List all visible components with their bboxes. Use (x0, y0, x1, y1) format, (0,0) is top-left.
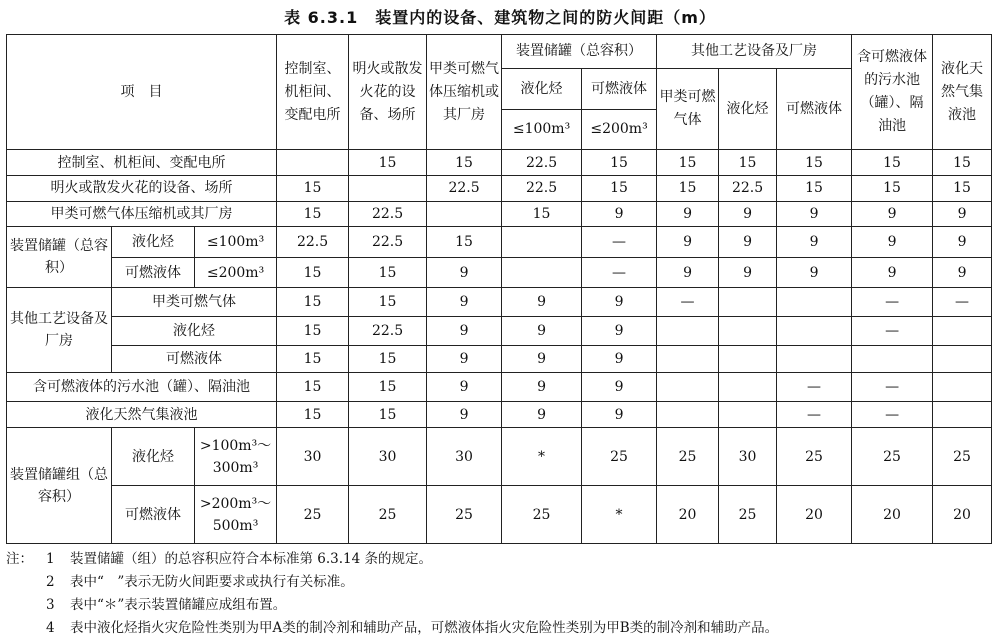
cell: 15 (852, 150, 933, 176)
cell (349, 176, 427, 202)
cell (933, 317, 992, 346)
cell: 30 (277, 428, 349, 486)
cell: 9 (427, 346, 502, 373)
note-text: 装置储罐（组）的总容积应符合本标准第 6.3.14 条的规定。 (70, 551, 433, 567)
cell: 15 (582, 150, 657, 176)
cell (502, 258, 582, 288)
header-row (7, 35, 992, 69)
cell (777, 288, 852, 317)
header-other-class-a-gas: 甲类可燃气体 (657, 69, 719, 150)
header-other-liquid: 可燃液体 (777, 69, 852, 150)
cell: 15 (277, 288, 349, 317)
table-row (7, 401, 992, 428)
note-number: 4 (46, 620, 55, 636)
cell: 9 (582, 201, 657, 227)
cell: 25 (582, 428, 657, 486)
table-row (7, 486, 992, 544)
cell (657, 401, 719, 428)
table-title: 表 6.3.1 装置内的设备、建筑物之间的防火间距（m） (284, 8, 716, 27)
cell: 20 (777, 486, 852, 544)
cell: 20 (933, 486, 992, 544)
cell (719, 401, 777, 428)
cell: 15 (719, 150, 777, 176)
cell (777, 346, 852, 373)
cell: 25 (277, 486, 349, 544)
row-sublabel: 甲类可燃气体 (112, 288, 277, 317)
cell: — (852, 288, 933, 317)
row-sublabel: 可燃液体 (112, 486, 195, 544)
table-row (7, 346, 992, 373)
note-item (6, 548, 996, 571)
table-row (7, 288, 992, 317)
cell: 22.5 (349, 201, 427, 227)
cell: 15 (277, 176, 349, 202)
cell: 9 (582, 401, 657, 428)
cell: 30 (349, 428, 427, 486)
cell: 9 (502, 372, 582, 401)
cell: 15 (277, 317, 349, 346)
header-other-equipment: 其他工艺设备及厂房 (657, 35, 852, 69)
table-row (7, 428, 992, 486)
notes (6, 548, 996, 640)
cell: — (933, 288, 992, 317)
cell: 15 (852, 176, 933, 202)
header-item: 项 目 (7, 35, 277, 150)
cell: — (852, 401, 933, 428)
notes-label: 注： (6, 551, 33, 567)
cell: 9 (777, 258, 852, 288)
table-row (7, 150, 992, 176)
note-item (6, 571, 996, 594)
cell (719, 317, 777, 346)
cell (657, 372, 719, 401)
cell: 9 (719, 258, 777, 288)
cell: 9 (427, 317, 502, 346)
note-number: 1 (46, 551, 55, 567)
cell: 22.5 (427, 176, 502, 202)
header-sewage: 含可燃液体的污水池（罐）、隔油池 (852, 35, 933, 150)
row-sublabel: >200m³～500m³ (195, 486, 277, 544)
cell: 15 (277, 346, 349, 373)
table-row (7, 227, 992, 258)
cell (502, 227, 582, 258)
cell: 15 (502, 201, 582, 227)
table-row (7, 201, 992, 227)
cell: 25 (933, 428, 992, 486)
cell: 15 (933, 176, 992, 202)
cell (852, 346, 933, 373)
cell: 9 (502, 346, 582, 373)
cell: 15 (582, 176, 657, 202)
cell: 25 (502, 486, 582, 544)
cell: 9 (657, 201, 719, 227)
cell: 9 (933, 227, 992, 258)
cell: — (777, 372, 852, 401)
note-item (6, 617, 996, 640)
cell: 22.5 (719, 176, 777, 202)
cell: 15 (777, 176, 852, 202)
table-row (7, 176, 992, 202)
cell: 15 (657, 176, 719, 202)
cell: * (582, 486, 657, 544)
header-control-room: 控制室、机柜间、变配电所 (277, 35, 349, 150)
row-label: 控制室、机柜间、变配电所 (7, 150, 277, 176)
cell: 9 (427, 401, 502, 428)
header-class-a-gas: 甲类可燃气体压缩机或其厂房 (427, 35, 502, 150)
header-tank-group: 装置储罐（总容积） (502, 35, 657, 69)
cell: 15 (349, 372, 427, 401)
cell: 15 (277, 201, 349, 227)
fire-distance-table (6, 34, 992, 544)
cell: 20 (852, 486, 933, 544)
note-text: 表中液化烃指火灾危险性类别为甲A类的制冷剂和辅助产品，可燃液体指火灾危险性类别为甲B类的制冷剂和辅助产品。 (70, 620, 779, 636)
cell: 9 (502, 401, 582, 428)
cell: * (502, 428, 582, 486)
cell: 9 (933, 201, 992, 227)
cell: 9 (427, 258, 502, 288)
row-label: 含可燃液体的污水池（罐）、隔油池 (7, 372, 277, 401)
cell: 15 (277, 401, 349, 428)
cell: — (657, 288, 719, 317)
cell (277, 150, 349, 176)
row-sublabel: >100m³～300m³ (195, 428, 277, 486)
table-row (7, 317, 992, 346)
cell: 15 (277, 258, 349, 288)
cell: 15 (349, 346, 427, 373)
cell: — (852, 317, 933, 346)
note-text: 表中“ ”表示无防火间距要求或执行有关标准。 (70, 574, 354, 590)
table-row (7, 372, 992, 401)
cell: 22.5 (502, 176, 582, 202)
cell: 9 (852, 258, 933, 288)
row-sublabel: 液化烃 (112, 428, 195, 486)
cell: 9 (582, 346, 657, 373)
cell: 30 (427, 428, 502, 486)
cell: 25 (657, 428, 719, 486)
cell (719, 346, 777, 373)
row-sublabel: ≤200m³ (195, 258, 277, 288)
note-number: 2 (46, 574, 55, 590)
cell: 15 (427, 150, 502, 176)
header-lpg: 液化烃 (502, 69, 582, 110)
cell (933, 346, 992, 373)
cell (933, 401, 992, 428)
cell: 25 (852, 428, 933, 486)
cell: 15 (349, 258, 427, 288)
cell: 15 (349, 150, 427, 176)
row-group-label: 装置储罐（总容积） (7, 227, 112, 288)
cell: 25 (777, 428, 852, 486)
cell (427, 201, 502, 227)
cell: 9 (582, 372, 657, 401)
cell: 15 (277, 372, 349, 401)
row-sublabel: 可燃液体 (112, 258, 195, 288)
row-sublabel: 可燃液体 (112, 346, 277, 373)
cell: 22.5 (502, 150, 582, 176)
header-open-fire: 明火或散发火花的设备、场所 (349, 35, 427, 150)
cell: 15 (427, 227, 502, 258)
note-text: 表中“＊”表示装置储罐应成组布置。 (70, 597, 287, 613)
cell: 22.5 (349, 317, 427, 346)
cell (657, 346, 719, 373)
cell: 15 (777, 150, 852, 176)
note-number: 3 (46, 597, 55, 613)
cell: 9 (852, 201, 933, 227)
cell: 9 (657, 227, 719, 258)
cell (933, 372, 992, 401)
row-label: 液化天然气集液池 (7, 401, 277, 428)
cell: 22.5 (277, 227, 349, 258)
cell: 9 (719, 227, 777, 258)
cell: 9 (657, 258, 719, 288)
row-sublabel: 液化烃 (112, 317, 277, 346)
cell: 15 (933, 150, 992, 176)
cell: 15 (349, 288, 427, 317)
cell: 9 (427, 288, 502, 317)
cell: 20 (657, 486, 719, 544)
cell: 30 (719, 428, 777, 486)
row-group-label: 其他工艺设备及厂房 (7, 288, 112, 372)
header-other-lpg: 液化烃 (719, 69, 777, 150)
row-label: 甲类可燃气体压缩机或其厂房 (7, 201, 277, 227)
cell: 9 (502, 288, 582, 317)
cell: 25 (349, 486, 427, 544)
cell: 9 (777, 201, 852, 227)
cell: 9 (582, 317, 657, 346)
cell: 15 (349, 401, 427, 428)
cell: 9 (933, 258, 992, 288)
note-item (6, 594, 996, 617)
table-row (7, 258, 992, 288)
cell: 9 (719, 201, 777, 227)
row-sublabel: ≤100m³ (195, 227, 277, 258)
cell: — (852, 372, 933, 401)
cell: 25 (719, 486, 777, 544)
cell: — (582, 258, 657, 288)
row-label: 明火或散发火花的设备、场所 (7, 176, 277, 202)
header-lpg-volume: ≤100m³ (502, 109, 582, 150)
cell: 9 (582, 288, 657, 317)
cell: 9 (777, 227, 852, 258)
header-flammable-liquid: 可燃液体 (582, 69, 657, 110)
cell (719, 372, 777, 401)
cell: 15 (657, 150, 719, 176)
cell: 25 (427, 486, 502, 544)
cell: 9 (502, 317, 582, 346)
cell (719, 288, 777, 317)
cell: 22.5 (349, 227, 427, 258)
cell: — (777, 401, 852, 428)
cell: 9 (427, 372, 502, 401)
row-sublabel: 液化烃 (112, 227, 195, 258)
cell (777, 317, 852, 346)
header-lng: 液化天然气集液池 (933, 35, 992, 150)
header-liquid-volume: ≤200m³ (582, 109, 657, 150)
cell (657, 317, 719, 346)
row-group-label: 装置储罐组（总容积） (7, 428, 112, 544)
cell: 9 (852, 227, 933, 258)
cell: — (582, 227, 657, 258)
